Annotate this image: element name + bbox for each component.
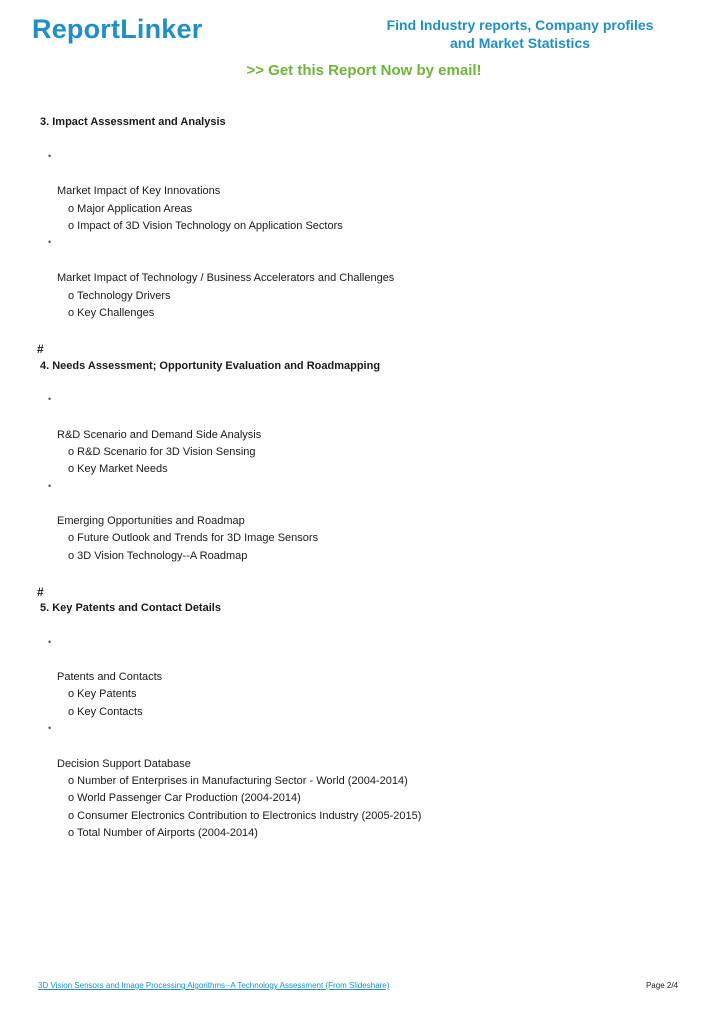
- sub-list-item: o Consumer Electronics Contribution to Electronics Industry (2005-2015): [68, 810, 422, 822]
- bullet-marker: •: [48, 723, 52, 733]
- list-item: Market Impact of Technology / Business Accelerators and Challenges: [57, 272, 395, 284]
- list-item: Patents and Contacts: [57, 671, 163, 683]
- sub-list-item: o Future Outlook and Trends for 3D Image Sensors: [68, 532, 319, 544]
- bullet-marker: •: [48, 237, 52, 247]
- sub-list-item: o Major Application Areas: [68, 203, 193, 215]
- sub-list-item: o R&D Scenario for 3D Vision Sensing: [68, 446, 256, 458]
- header-tagline-line2: and Market Statistics: [449, 35, 591, 51]
- page-number: Page 2/4: [645, 981, 678, 990]
- header-tagline-line1: Find Industry reports, Company profiles: [386, 17, 654, 33]
- bullet-marker: •: [48, 481, 52, 491]
- list-item: Emerging Opportunities and Roadmap: [57, 515, 245, 527]
- report-source-link[interactable]: 3D Vision Sensors and Image Processing Algorithms--A Technology Assessment (From Slideshare): [38, 981, 390, 990]
- list-item: Market Impact of Key Innovations: [57, 185, 221, 197]
- sub-list-item: o Number of Enterprises in Manufacturing Sector - World (2004-2014): [68, 775, 408, 787]
- section-heading: 5. Key Patents and Contact Details: [40, 602, 221, 614]
- hash-marker: #: [37, 342, 44, 356]
- reportlinker-logo[interactable]: ReportLinker: [32, 14, 203, 44]
- list-item: Decision Support Database: [57, 758, 191, 770]
- bullet-marker: •: [48, 151, 52, 161]
- hash-marker: #: [37, 585, 44, 599]
- sub-list-item: o Key Contacts: [68, 706, 143, 718]
- sub-list-item: o Key Market Needs: [68, 463, 168, 475]
- sub-list-item: o World Passenger Car Production (2004-2014): [68, 792, 301, 804]
- sub-list-item: o Impact of 3D Vision Technology on Application Sectors: [68, 220, 343, 232]
- sub-list-item: o 3D Vision Technology--A Roadmap: [68, 550, 248, 562]
- section-heading: 4. Needs Assessment; Opportunity Evaluation and Roadmapping: [40, 360, 381, 372]
- sub-list-item: o Technology Drivers: [68, 290, 171, 302]
- bullet-marker: •: [48, 394, 52, 404]
- sub-list-item: o Key Challenges: [68, 307, 155, 319]
- section-heading: 3. Impact Assessment and Analysis: [40, 116, 226, 128]
- bullet-marker: •: [48, 637, 52, 647]
- list-item: R&D Scenario and Demand Side Analysis: [57, 429, 262, 441]
- get-report-link[interactable]: >> Get this Report Now by email!: [246, 62, 482, 79]
- sub-list-item: o Total Number of Airports (2004-2014): [68, 827, 258, 839]
- sub-list-item: o Key Patents: [68, 688, 137, 700]
